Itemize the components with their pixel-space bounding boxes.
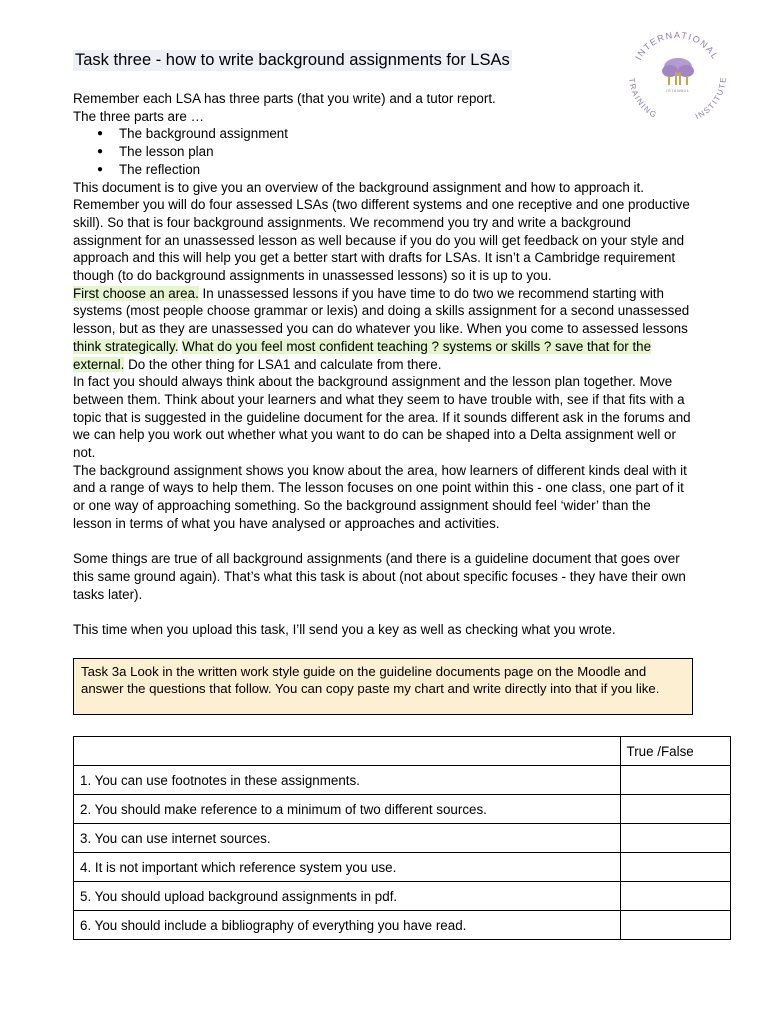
question-cell: 2. You should make reference to a minimum of two different sources. [74, 795, 621, 824]
table-header-question [74, 737, 621, 766]
answer-cell[interactable] [620, 853, 730, 882]
question-cell: 3. You can use internet sources. [74, 824, 621, 853]
answer-cell[interactable] [620, 911, 730, 940]
paragraph-some-things: Some things are true of all background assignments (and there is a guideline document that goes over this same ground again). That’s what this task is about (not about specific focuses - they have their own tasks later). [73, 551, 686, 602]
highlight-choose-area: First choose an area. [73, 285, 199, 301]
list-item: ● The reflection [119, 161, 693, 179]
table-row [74, 853, 731, 882]
table-row [74, 766, 731, 795]
logo-arc-right: INSTITUTE [693, 75, 728, 122]
paragraph-upload: This time when you upload this task, I’ll send you a key as well as checking what you wrote. [73, 622, 616, 638]
paragraph-choose-area [73, 285, 693, 374]
paragraph-overview: This document is to give you an overview of the background assignment and how to approach it. Remember you will do four assessed LSAs (two different systems and one receptive and one productive skill). So that is four background assignments. We recommend you try and write a background assignment for an unassessed lesson as well because if you do you will get feedback on your style and approach and this will help you get a better start with drafts for LSAs. It isn’t a Cambridge requirement though (to do background assignments in unassessed lessons) so it is up to you. [73, 179, 690, 284]
list-item: ● The background assignment [119, 125, 693, 143]
table-row [74, 911, 731, 940]
table-row [74, 824, 731, 853]
document-body [73, 90, 693, 639]
area-text-1: In unassessed lessons if you have time to do two we recommend starting with systems (most people choose grammar or lexis) and doing a skills assignment for a second unassessed lesson, but as they are unassessed you can do whatever you like. When you come to assessed lessons [73, 285, 690, 337]
tree-icon [662, 58, 694, 85]
intro-line-2: The three parts are … [73, 108, 204, 124]
question-cell: 6. You should include a bibliography of everything you have read. [74, 911, 621, 940]
list-item: ● The lesson plan [119, 143, 693, 161]
svg-text:INTERNATIONAL [633, 30, 721, 62]
intro-line-1: Remember each LSA has three parts (that you write) and a tutor report. [73, 91, 496, 106]
answer-cell[interactable] [620, 824, 730, 853]
answer-cell[interactable] [620, 766, 730, 795]
answer-cell[interactable] [620, 882, 730, 911]
svg-text:INSTITUTE [694, 76, 728, 122]
question-cell: 1. You can use footnotes in these assignments. [74, 766, 621, 795]
document-title: Task three - how to write background assignments for LSAs [75, 51, 510, 69]
parts-list [73, 125, 693, 178]
highlight-confident-teaching: What do you feel most confident teaching ? systems or skills ? save that for the external. [73, 338, 652, 372]
question-cell: 5. You should upload background assignments in pdf. [74, 882, 621, 911]
table-row [74, 882, 731, 911]
table-header-row [74, 737, 731, 766]
table-row [74, 795, 731, 824]
table-header-true-false: True /False [620, 737, 730, 766]
paragraph-assignment-shows: The background assignment shows you know about the area, how learners of different kinds deal with it and a range of ways to help them. The lesson focuses on one point within this - one class, one part of it or one way of approaching something. So the background assignment should feel ‘wider’ than the lesson in terms of what you have analysed or approaches and activities. [73, 462, 687, 531]
logo-arc-top: INTERNATIONAL [633, 29, 721, 62]
true-false-table [73, 736, 731, 940]
area-text-3: Do the other thing for LSA1 and calculate from there. [124, 356, 442, 372]
paragraph-in-fact: In fact you should always think about the background assignment and the lesson plan together. Move between them. Think about your learners and what they seem to have trouble with, see if that fits with a topic that is suggested in the guideline document for the area. If it sounds different ask in the forums and we can help you work out whether what you want to do can be shaped into a Delta assignment well or not. [73, 374, 691, 461]
highlight-think-strategically: think strategically. [73, 338, 179, 354]
question-cell: 4. It is not important which reference system you use. [74, 853, 621, 882]
answer-cell[interactable] [620, 795, 730, 824]
logo-badge: ISTANBUL [666, 88, 690, 93]
task-3a-box: Task 3a Look in the written work style guide on the guideline documents page on the Moodle and answer the questions that follow. You can copy paste my chart and write directly into that if you like. [73, 658, 693, 715]
logo-arc-left: TRAINING [627, 77, 659, 121]
